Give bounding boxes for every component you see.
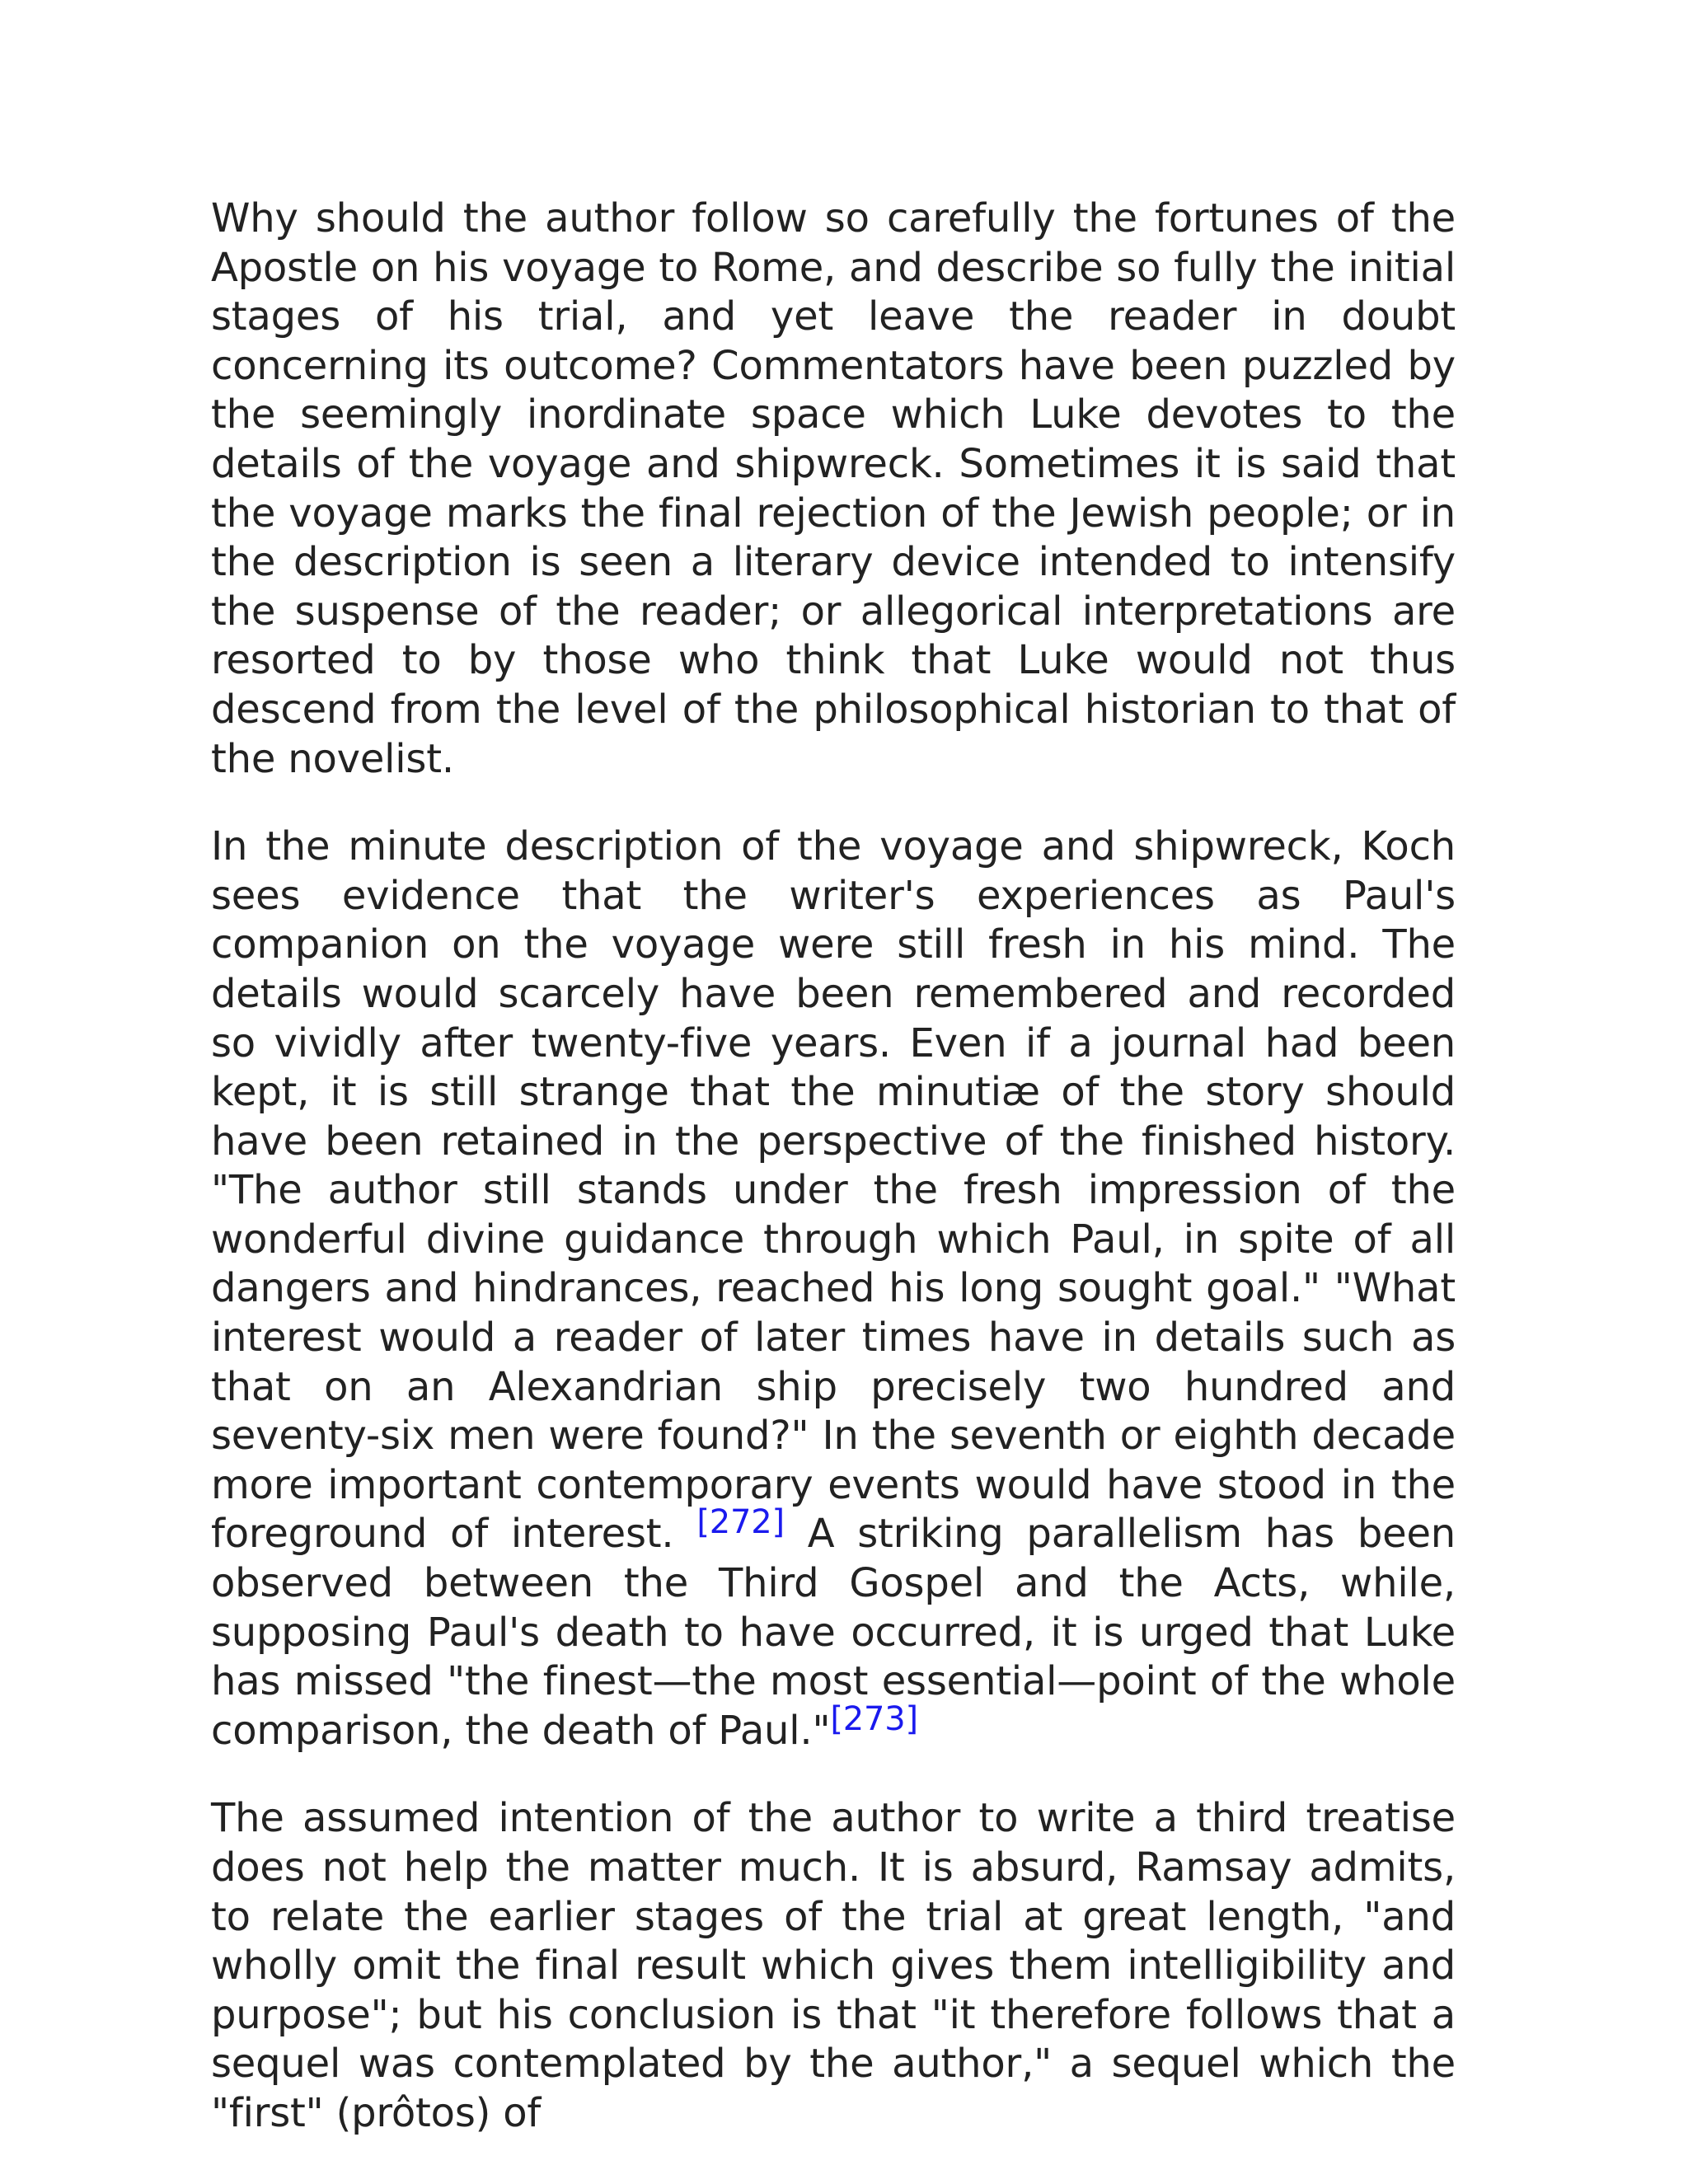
footnote-link-273[interactable]: [273]: [830, 1699, 918, 1738]
paragraph-text: A striking parallelism has been observed between the Third Gospel and the Acts, while, supposing Paul's death to have occurred, it is urged that Luke has missed "the finest—the most essential—point of the whole comparison, the death of Paul.": [211, 1511, 1456, 1754]
paragraph-text: The assumed intention of the author to write a third treatise does not help the matter much. It is absurd, Ramsay admits, to relate the earlier stages of the trial at great length, "and wholly omit the final result which gives them intelligibility and purpose"; but his conclusion is that "it therefore follows that a sequel was contemplated by the author," a sequel which the "first" (prôtos) of: [211, 1795, 1456, 2136]
paragraph-text: In the minute description of the voyage and shipwreck, Koch sees evidence that the writer's experiences as Paul's companion on the voyage were still fresh in his mind. The details would scarcely have been remembered and recorded so vividly after twenty-five years. Even if a journal had been kept, it is still strange that the minutiæ of the story should have been retained in the perspective of the finished history. "The author still stands under the fresh impression of the wonderful divine guidance through which Paul, in spite of all dangers and hindrances, reached his long sought goal." "What interest would a reader of later times have in details such as that on an Alexandrian ship precisely two hundred and seventy-six men were found?" In the seventh or eighth decade more important contemporary events would have stood in the foreground of interest.: [211, 823, 1456, 1558]
paragraph-2: [211, 823, 1456, 1755]
paragraph-1: [211, 194, 1456, 784]
paragraph-3: [211, 1794, 1456, 2138]
document-body: [211, 194, 1456, 2177]
footnote-link-272[interactable]: [272]: [696, 1503, 785, 1542]
paragraph-text: Why should the author follow so carefully the fortunes of the Apostle on his voyage to Rome, and describe so fully the initial stages of his trial, and yet leave the reader in doubt concerning its outcome? Commentators have been puzzled by the seemingly inordinate space which Luke devotes to the details of the voyage and shipwreck. Sometimes it is said that the voyage marks the final rejection of the Jewish people; or in the description is seen a literary device intended to intensify the suspense of the reader; or allegorical interpretations are resorted to by those who think that Luke would not thus descend from the level of the philosophical historian to that of the novelist.: [211, 195, 1456, 782]
